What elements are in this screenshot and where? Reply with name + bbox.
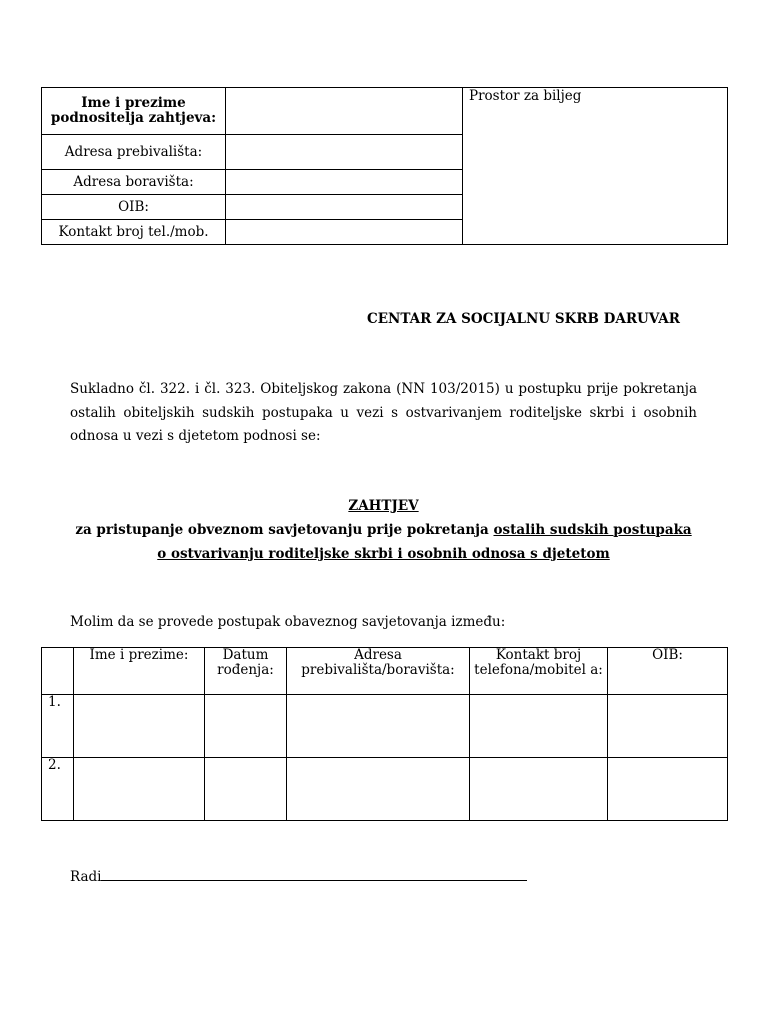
request-title-block [70,494,697,566]
birthdate-header: Datum rođenja: [205,648,287,695]
phone-header: Kontakt broj telefona/mobitel a: [470,648,608,695]
birthdate-cell[interactable] [205,758,287,821]
parties-table [41,647,728,821]
stamp-area: Prostor za biljeg [463,88,728,245]
oib-header: OIB: [608,648,728,695]
oib-label: OIB: [42,195,226,220]
recipient-title: CENTAR ZA SOCIJALNU SKRB DARUVAR [367,311,680,327]
name-header: Ime i prezime: [74,648,205,695]
applicant-name-field[interactable] [226,88,463,135]
stay-address-field[interactable] [226,170,463,195]
contact-label: Kontakt broj tel./mob. [42,220,226,245]
phone-cell[interactable] [470,695,608,758]
name-cell[interactable] [74,695,205,758]
molim-text: Molim da se provede postupak obaveznog savjetovanja između: [70,614,506,630]
reason-line [70,866,527,885]
reason-field[interactable] [101,866,527,881]
birthdate-cell[interactable] [205,695,287,758]
row-number: 2. [42,758,74,821]
request-subtitle-part1: za pristupanje obveznom savjetovanju prije pokretanja [75,522,494,538]
row-number: 1. [42,695,74,758]
oib-cell[interactable] [608,758,728,821]
residence-address-field[interactable] [226,135,463,170]
reason-label: Radi [70,869,102,885]
parties-header-row [42,648,728,695]
contact-field[interactable] [226,220,463,245]
oib-cell[interactable] [608,695,728,758]
intro-paragraph: Sukladno čl. 322. i čl. 323. Obiteljskog zakona (NN 103/2015) u postupku prije pokretanja ostalih obiteljskih sudskih postupaka u vezi s ostvarivanjem roditeljske skrbi i osobnih odnosa u vezi s djetetom podnosi se: [70,381,697,444]
request-subtitle [70,518,697,566]
applicant-info-table [41,87,728,245]
residence-address-label: Adresa prebivališta: [42,135,226,170]
applicant-name-label: Ime i prezime podnositelja zahtjeva: [42,88,226,135]
table-row [42,758,728,821]
number-header [42,648,74,695]
table-row [42,695,728,758]
name-cell[interactable] [74,758,205,821]
stay-address-label: Adresa boravišta: [42,170,226,195]
address-header: Adresa prebivališta/boravišta: [287,648,470,695]
request-heading: ZAHTJEV [348,498,419,514]
request-subtitle-part2: ostalih sudskih postupaka o ostvarivanju roditeljske skrbi i osobnih odnosa s djetetom [157,522,692,562]
oib-field[interactable] [226,195,463,220]
phone-cell[interactable] [470,758,608,821]
address-cell[interactable] [287,695,470,758]
address-cell[interactable] [287,758,470,821]
